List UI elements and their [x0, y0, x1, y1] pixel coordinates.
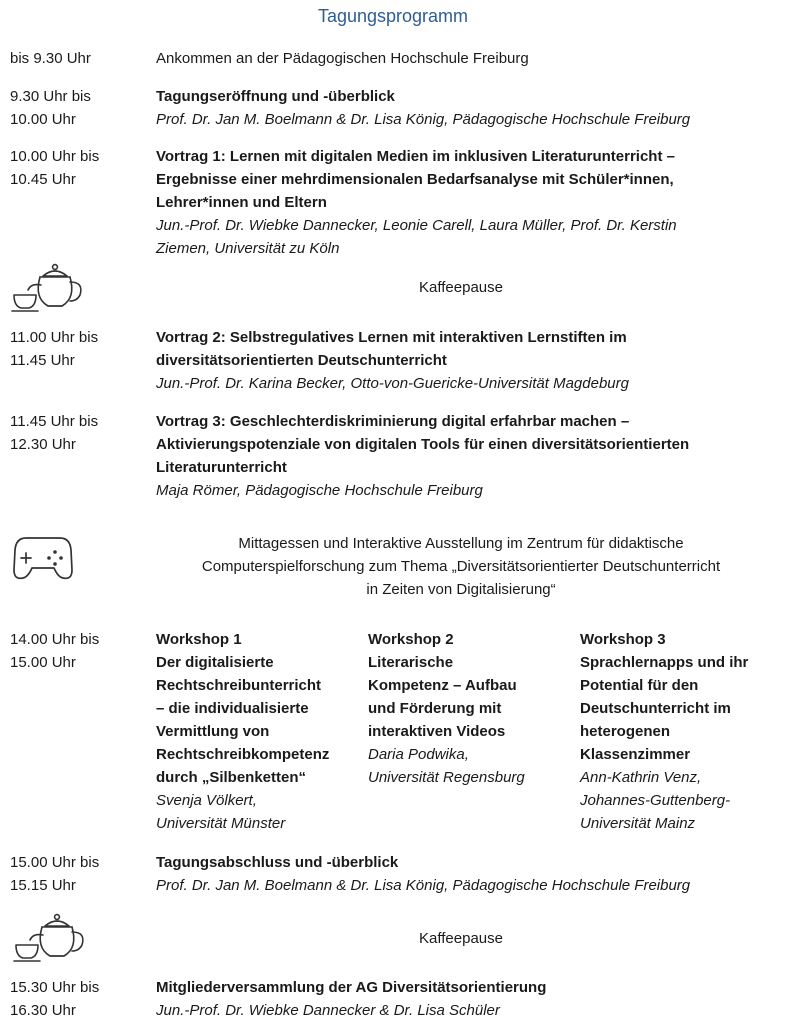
session-content [156, 326, 776, 395]
break-text: Kaffeepause [419, 279, 503, 296]
workshop-speaker: Universität Mainz [580, 815, 696, 832]
time-slot [10, 326, 150, 372]
time-slot [10, 851, 150, 897]
teapot-cup-icon [12, 912, 88, 964]
workshop-title: durch „Silbenketten“ [156, 769, 307, 786]
time-slot [10, 47, 150, 70]
time-line: 11.45 Uhr [10, 352, 75, 369]
session-speaker: Jun.-Prof. Dr. Wiebke Dannecker & Dr. Lisa Schüler [156, 1002, 500, 1019]
time-line: 15.15 Uhr [10, 877, 76, 894]
time-line: 14.00 Uhr bis [10, 631, 100, 648]
time-line: 15.30 Uhr bis [10, 979, 100, 996]
workshop-title: Workshop 2 [368, 631, 454, 648]
workshop-title: Rechtschreibunterricht [156, 677, 322, 694]
workshop-title: Workshop 3 [580, 631, 666, 648]
session-speaker: Ziemen, Universität zu Köln [156, 240, 340, 257]
time-slot [10, 410, 150, 456]
page-title: Tagungsprogramm [317, 6, 469, 26]
time-line: 11.00 Uhr bis [10, 329, 99, 346]
session-speaker: Jun.-Prof. Dr. Karina Becker, Otto-von-Guericke-Universität Magdeburg [156, 375, 629, 392]
workshop-title: Rechtschreibkompetenz [156, 746, 330, 763]
workshop-title: Der digitalisierte [156, 654, 274, 671]
time-line: 15.00 Uhr [10, 654, 76, 671]
workshop-column-1 [156, 628, 356, 835]
session-title: Tagungsabschluss und -überblick [156, 854, 399, 871]
break-text: Kaffeepause [419, 930, 503, 947]
session-speaker: Prof. Dr. Jan M. Boelmann & Dr. Lisa König, Pädagogische Hochschule Freiburg [156, 877, 691, 894]
session-title: Vortrag 2: Selbstregulatives Lernen mit interaktiven Lernstiften im [156, 329, 627, 346]
time-slot [10, 85, 150, 131]
session-title: Ergebnisse einer mehrdimensionalen Bedarfsanalyse mit Schüler*innen, [156, 171, 674, 188]
time-line: bis 9.30 Uhr [10, 50, 91, 67]
workshop-title: Literarische [368, 654, 454, 671]
lunch-line: Mittagessen und Interaktive Ausstellung im Zentrum für didaktische [238, 535, 684, 552]
time-slot [10, 628, 150, 674]
time-line: 15.00 Uhr bis [10, 854, 100, 871]
time-line: 10.00 Uhr [10, 111, 76, 128]
workshop-title: Workshop 1 [156, 631, 242, 648]
session-title: Lehrer*innen und Eltern [156, 194, 327, 211]
lunch-line: Computerspielforschung zum Thema „Diversitätsorientierter Deutschunterricht [201, 558, 721, 575]
session-speaker: Prof. Dr. Jan M. Boelmann & Dr. Lisa König, Pädagogische Hochschule Freiburg [156, 111, 691, 128]
time-slot [10, 145, 150, 191]
workshop-title: und Förderung mit [368, 700, 502, 717]
session-title: Aktivierungspotenziale von digitalen Tools für einen diversitätsorientierten [156, 436, 690, 453]
workshop-speaker: Johannes-Guttenberg- [580, 792, 731, 809]
session-content [156, 410, 776, 502]
time-line: 10.45 Uhr [10, 171, 76, 188]
session-title: Tagungseröffnung und -überblick [156, 88, 395, 105]
workshop-title: – die individualisierte [156, 700, 309, 717]
session-title: diversitätsorientierten Deutschunterricht [156, 352, 447, 369]
time-line: 12.30 Uhr [10, 436, 76, 453]
gamepad-icon [12, 534, 74, 582]
program-row-workshops [10, 628, 780, 838]
time-line: 10.00 Uhr bis [10, 148, 100, 165]
workshop-title: Deutschunterricht im [580, 700, 731, 717]
teapot-cup-icon [10, 262, 86, 314]
session-content [156, 976, 776, 1022]
time-slot [10, 976, 150, 1022]
workshop-column-2 [368, 628, 568, 789]
session-speaker: Maja Römer, Pädagogische Hochschule Freiburg [156, 482, 483, 499]
session-content [156, 851, 776, 897]
workshop-speaker: Ann-Kathrin Venz, [580, 769, 702, 786]
workshop-title: interaktiven Videos [368, 723, 506, 740]
workshop-title: Potential für den [580, 677, 699, 694]
session-title: Literaturunterricht [156, 459, 287, 476]
workshop-title: Kompetenz – Aufbau [368, 677, 517, 694]
lunch-text [146, 532, 776, 601]
workshop-title: Vermittlung von [156, 723, 270, 740]
session-speaker: Jun.-Prof. Dr. Wiebke Dannecker, Leonie Carell, Laura Müller, Prof. Dr. Kerstin [156, 217, 677, 234]
workshop-column-3 [580, 628, 780, 835]
session-title: Vortrag 3: Geschlechterdiskriminierung digital erfahrbar machen – [156, 413, 630, 430]
workshop-title: heterogenen [580, 723, 671, 740]
session-content [156, 85, 776, 131]
lunch-line: in Zeiten von Digitalisierung“ [366, 581, 556, 598]
workshop-speaker: Svenja Völkert, [156, 792, 257, 809]
time-line: 16.30 Uhr [10, 1002, 76, 1019]
workshop-speaker: Universität Regensburg [368, 769, 525, 786]
workshop-title: Sprachlernapps und ihr [580, 654, 749, 671]
session-content [156, 145, 776, 260]
time-line: 9.30 Uhr bis [10, 88, 91, 105]
time-line: 11.45 Uhr bis [10, 413, 99, 430]
arrival-text: Ankommen an der Pädagogischen Hochschule Freiburg [156, 50, 529, 67]
workshop-speaker: Universität Münster [156, 815, 286, 832]
workshop-title: Klassenzimmer [580, 746, 691, 763]
workshop-speaker: Daria Podwika, [368, 746, 469, 763]
session-title: Vortrag 1: Lernen mit digitalen Medien im inklusiven Literaturunterricht – [156, 148, 675, 165]
session-title: Mitgliederversammlung der AG Diversitätsorientierung [156, 979, 547, 996]
